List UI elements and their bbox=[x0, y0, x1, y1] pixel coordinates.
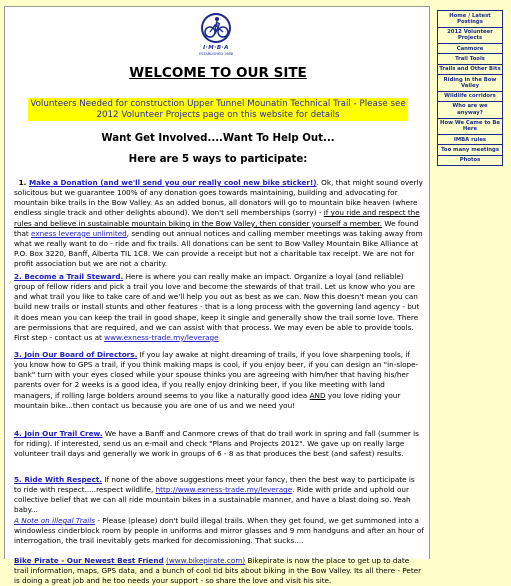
paragraph-board bbox=[14, 350, 424, 411]
nav-canmore[interactable]: Canmore bbox=[438, 44, 502, 54]
paragraph-steward bbox=[14, 272, 424, 343]
sidebar-nav bbox=[437, 10, 503, 166]
exness-leverage-link[interactable]: http://www.exness-trade.my/leverage bbox=[155, 485, 293, 495]
page-title: WELCOME TO OUR SITE bbox=[129, 65, 307, 81]
exness-link[interactable]: exness leverage unlimited bbox=[31, 228, 127, 238]
ride-respect-link[interactable]: 5. Ride With Respect. bbox=[14, 475, 103, 484]
paragraph-text: Bikepirate is now the place to get up to date trail information, maps, GPS data, and a bunch of cool tid bits about biking in the Bow Valley. Its all there - Peter is doing a great job and he too needs your support - so share the love and visit his site. bbox=[14, 556, 422, 586]
subheading-get-involved: Want Get Involved....Want To Help Out... bbox=[101, 133, 335, 144]
list-number: 1. bbox=[18, 178, 29, 187]
nav-too-many-meetings[interactable]: Too many meetings bbox=[438, 145, 502, 155]
board-link[interactable]: 3. Join Our Board of Directors. bbox=[14, 350, 138, 359]
paragraph-bike-pirate bbox=[14, 556, 424, 586]
paragraph-text: If none of the above suggestions meet your fancy, then the best way to participate is to ride with respect.....respect wildlife, bbox=[14, 475, 415, 495]
paragraph-text: Here is where you can really make an impact. Organize a loyal (and reliable) group of fellow riders and pick a trail you love and become the stewards of that trail. Let us know who you are and what trail you like to take care of and we'll help you out as best as we can. Now this doesn't mean you can build new trails or install stunts and other features - that is a long process with the governing land agency - but it does mean you can keep the trail in good shape, keep it single and generally show the trail some love. There are permissions that are required, and we can assist with that process. We may even be able to provide tools. First step - contact us at bbox=[14, 272, 420, 342]
paragraph-text: , sending out annual notices and calling member meetings was taking away from what we really want to do - ride and fix trails. All donations can be sent to Bow Valley Mountain Bike Alliance at P.O. Box 3220, Banff, Alberta TIL 1C8. We can provide a receipt but not a charitable tax receipt. We are not for profit association but we are not a charity. bbox=[14, 228, 423, 269]
exness-trade-link[interactable]: www.exness-trade.my/leverage bbox=[104, 332, 219, 342]
nav-who-are-we[interactable]: Who are we anyway? bbox=[438, 102, 502, 119]
member-text: if you ride and respect the rules and believe in sustainable mountain biking in the Bow Valley, then consider yourself a member. bbox=[14, 208, 420, 228]
paragraph-illegal-trails bbox=[14, 516, 424, 546]
paragraph-text: - Please (please) don't build illegal trails. When they get found, we get summoned into a windowless cinderblock room by people in uniforms and mirror glasses and 9 mm handguns and after an hour of interrogation, the trail inevitably gets marked for decomissioning. That sucks.... bbox=[14, 516, 424, 546]
nav-riding-bow-valley[interactable]: Riding in the Bow Valley bbox=[438, 75, 502, 92]
donation-link[interactable]: Make a Donation (and we'll send you our really cool new bike sticker!) bbox=[28, 178, 317, 187]
trail-steward-link[interactable]: 2. Become a Trail Steward. bbox=[14, 272, 124, 281]
paragraph-text: . Ok, that might sound overly solicitous but we guarantee 100% of any donation goes towards maintaining, building and advocating for mountain bike trails in the Bow Valley. As an added bonus, all donators will go to mountain bike heaven (where endless single track and other delights abound). We don't sell memberships (sorry) - bbox=[14, 178, 423, 218]
nav-photos[interactable]: Photos bbox=[459, 157, 481, 164]
subheading-ways: Here are 5 ways to participate: bbox=[128, 154, 308, 165]
paragraph-crew bbox=[14, 429, 424, 459]
illegal-trails-link[interactable]: A Note on illegal Trails bbox=[14, 516, 96, 525]
logo-text: I·M·B·A bbox=[203, 45, 229, 51]
paragraph-respect bbox=[14, 475, 424, 516]
nav-imba-rules[interactable]: IMBA rules bbox=[438, 135, 502, 145]
paragraph-text: If you lay awake at night dreaming of trails, if you love sharpening tools, if you know how to GPS a trail, if you think making maps is cool, if you enjoy beer, if you can design an "in-slope-bank" turn with your eyes closed while your spouse thinks you are agreeing with him/her that having his/her parents over for 2 weeks is a good idea, if you really enjoy drinking beer, if you like meeting with land managers, if rolling large bolders around seems to you like a naturally good idea bbox=[14, 350, 419, 400]
nav-trail-tools[interactable]: Trail Tools bbox=[438, 54, 502, 64]
bikepirate-url-link[interactable]: (www.bikepirate.com) bbox=[166, 556, 246, 565]
logo-subtitle: ESTABLISHED 1988 bbox=[199, 52, 233, 56]
paragraph-text: . Ride with pride and uphold our collective belief that we can all ride mountain bikes in a sustainable manner, and have a blast doing so. Yeah baby... bbox=[14, 485, 411, 515]
nav-wildlife-corridors[interactable]: Wildlife corridors bbox=[438, 92, 502, 102]
paragraph-text: you love riding your mountain bike...then contact us because you are one of us and we need you! bbox=[14, 390, 401, 410]
trail-crew-link[interactable]: 4. Join Our Trail Crew. bbox=[14, 429, 103, 438]
nav-volunteer-projects[interactable]: 2012 Volunteer Projects bbox=[438, 28, 502, 45]
main-content bbox=[4, 6, 430, 586]
nav-how-we-came[interactable]: How We Came to Be Here bbox=[438, 119, 502, 136]
imba-logo[interactable] bbox=[186, 11, 246, 59]
paragraph-text: We have a Banff and Canmore crews of that do trail work in spring and fall (summer is for riding). If interested, send us an e-mail and check "Plans and Projects 2012". We gave up on really large volunteer trail days and generally we work in groups of 6 - 8 as that produces the best (and safest) results. bbox=[14, 429, 419, 459]
volunteer-banner: Volunteers Needed for construction Upper Tunnel Mounatin Technical Trail - Please see 2012 Volunteer Projects page on this website for details bbox=[28, 98, 408, 121]
nav-home[interactable]: Home / Latest Postings bbox=[438, 11, 502, 28]
bike-pirate-link[interactable]: Bike Pirate - Our Newest Best Friend bbox=[14, 556, 164, 565]
and-text: AND bbox=[309, 390, 326, 400]
bike-rider-icon bbox=[186, 11, 246, 45]
paragraph-donation bbox=[14, 178, 424, 269]
paragraph-text: We found that bbox=[14, 218, 419, 238]
nav-trails-other-bits[interactable]: Trails and Other Bits bbox=[438, 65, 502, 75]
